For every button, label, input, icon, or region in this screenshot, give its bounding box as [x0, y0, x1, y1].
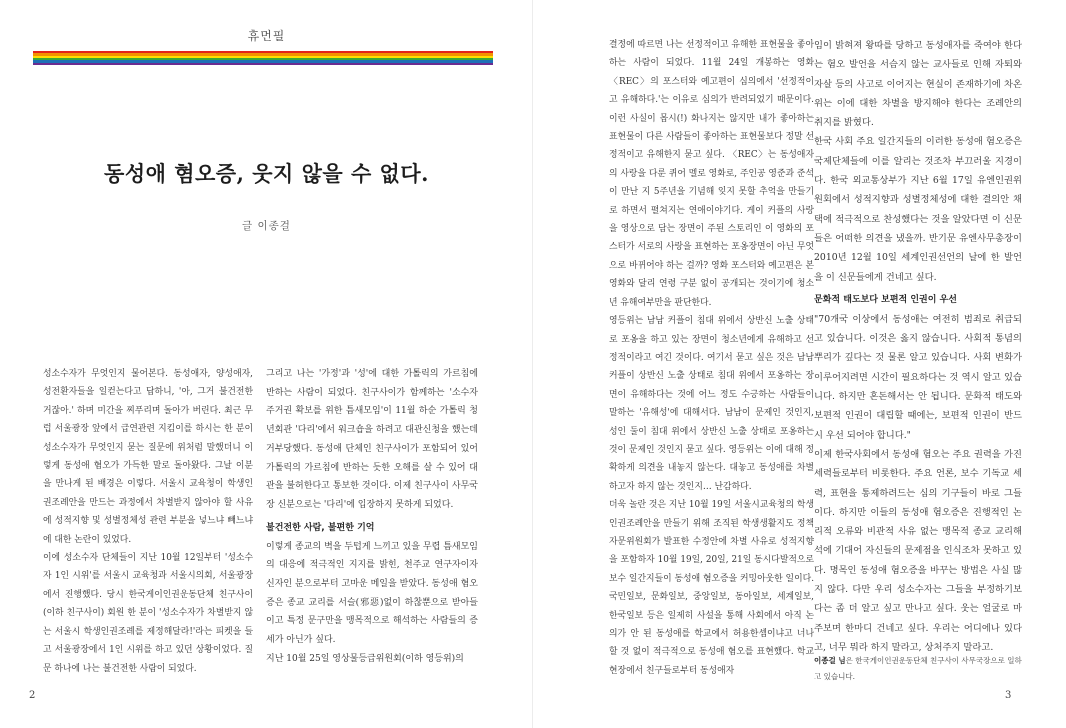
page-number-left: 2 — [29, 690, 36, 701]
body-column-4 — [814, 36, 1022, 657]
byline: 글 이종걸 — [242, 220, 291, 232]
paragraph: 영등위는 남남 커플이 침대 위에서 상반신 노출 상태로 포옹을 하고 있는 장면이 청소년에게 유해하고 선정적이라고 여긴 것이다. 여기서 묻고 싶은 것은 남남 커플이 상반신 노출 상태로 침대 위에서 포옹하는 장면이 유해하다는 것에 어느 정도 수긍하는 사람들이 말하는 '유해성'에 대해서다. 남남이 문제인 것인지, 성인 둘이 침대 위에서 상반신 노출 상태로 포옹하는 것이 문제인 것인지 묻고 싶다. 영등위는 이에 대해 정확하게 의견을 내놓지 않는다. 대놓고 동성애를 차별하고자 하지 않는 것인지… 난감하다. — [609, 316, 814, 492]
rainbow-flag-banner — [33, 51, 493, 65]
paragraph: 이에 성소수자 단체들이 지난 10월 12일부터 '성소수자 1인 시위'를 서울시 교육청과 서울시의회, 서울광장에서 진행했다. 당시 한국게이인권운동단체 친구사이(이하 친구사이) 회원 한 분이 '성소수자가 차별받지 않는 서울시 학생인권조례를 제정해달라!'라는 피켓을 들고 서울광장에서 1인 시위를 하고 있던 상황이었다. 질문 하나에 나는 불건전한 사람이 되었다. — [43, 553, 253, 674]
author-note — [814, 653, 1024, 685]
page-number-right: 3 — [1005, 690, 1012, 701]
paragraph: "70개국 이상에서 동성애는 여전히 범죄로 취급되고 있습니다. 이것은 옳지 않습니다. 사회적 통념의 뿌리가 깊다는 것 물론 알고 있습니다. 사회 변화가 이루어지려면 시간이 필요하다는 것 역시 알고 있습니다. 하지만 혼돈해서는 안 됩니다. 문화적 태도와 보편적 인권이 대립할 때에는, 보편적 인권이 반드시 우선 되어야 합니다." — [814, 313, 1022, 441]
paragraph: 성소수자가 무엇인지 물어본다. 동성애자, 양성애자, 성전환자들을 일컫는다고 답하니, '아, 그거 불건전한 거잖아.' 하며 미간을 찌푸리며 돌아가 버린다. 최근 무럽 서울광장 앞에서 급연관련 지킴이를 하시는 한 분이 성소수자가 무엇인지 묻는 질문에 위처럼 말했더니 이렇게 동성애 혐오가 가득한 말로 돌아왔다. 그날 이분을 만나게 된 배경은 이렇다. 서울시 교육청이 학생인권조례안을 만드는 과정에서 차별받지 않아야 할 사유에 성적지향 및 성별정체성 관련 부분을 넣느냐 빼느냐에 대한 논란이 있었다. — [43, 369, 253, 545]
paragraph: 한국 사회 주요 일간지들의 이러한 동성애 혐오증은 국제단체들에 이를 알리는 것조차 부끄러울 지경이다. 한국 외교통상부가 지난 6월 17일 유엔인권위원회에서 성적지향과 성별정체성에 대한 결의안 채택에 적극적으로 찬성했다는 것을 알았다면 이 신문들은 어떠한 의견을 냈을까. 반기문 유엔사무총장이 2010년 12월 10일 세계인권선언의 날에 한 발언을 이 신문들에게 건네고 싶다. — [814, 136, 1022, 283]
article-title: 동성애 혐오증, 웃지 않을 수 없다. — [104, 161, 429, 186]
paragraph: 이제 한국사회에서 동성애 혐오는 주요 권력을 가진 세력들로부터 비롯한다. 주요 언론, 보수 기독교 세력, 표현을 통제하려드는 심의 기구들이 바로 그들이다. 하지만 이들의 동성애 혐오증은 진행적인 논리적 오류와 비관적 사유 없는 맹목적 종교 교리해석에 기대어 자신들의 문제점을 인식조차 못하고 있다. 명목인 동성애 혐오증을 바꾸는 방법은 사실 많지 않다. 다만 우리 성소수자는 그들을 부정하기보다는 좀 더 알고 싶고 만나고 싶다. 웃는 얼굴로 마주보며 한마디 건네고 싶다. 우리는 어디에나 있다고, 너무 뭐라 하지 말라고, 상처주지 말라고. — [814, 448, 1022, 653]
author-name: 이종걸 님 — [814, 656, 846, 665]
paragraph: 더욱 놀란 것은 지난 10월 19일 서울시교육청의 학생인권조례안을 만들기 위해 조직된 학생생활지도 정책자문위원회가 발표한 수정안에 차별 사유로 성적지향을 포함하자 10월 19일, 20일, 21일 동시다발적으로 보수 일간지들이 동성애 혐오증을 커밍아웃한 일이다. 국민일보, 문화일보, 중앙일보, 동아일보, 세계일보, 한국일보 등은 일제히 사설을 통해 사회에서 아직 논의가 안 된 동성애를 학교에서 허용한셈이냐고 너나 할 것 없이 적극적으로 동성애 혐오를 표현했다. 학교 현장에서 친구들로부터 동성애자 — [609, 500, 814, 676]
paragraph: 그리고 나는 '가정'과 '성'에 대한 가톨릭의 가르침에 반하는 사람이 되었다. 친구사이가 함께하는 '소수자 주거권 확보를 위한 틈새모임'이 11월 하순 가톨릭 청년회관 '다리'에서 워크숍을 하려고 대관신청을 했는데 거부당했다. 동성애 단체인 친구사이가 포함되어 있어 가톨릭의 가르침에 반하는 듯한 오해를 살 수 있어 대관을 불허한다고 통보한 것이다. 이제 친구사이 사무국장 신분으로는 '다리'에 입장하지 못하게 되었다. — [266, 369, 478, 510]
paragraph: 이렇게 종교의 벽을 두텁게 느끼고 있을 무렵 틈새모임의 대응에 적극적인 지지를 밝힌, 천주교 연구자이자 신자인 분으로부터 고마운 메일을 받았다. 동성애 혐오증은 종교 교리를 서슬(邪惡)없이 하찮뿐으로 받아들이고 특정 문구만을 맹목적으로 해석하는 사람들의 증세가 아닌가 싶다. — [266, 541, 478, 646]
body-column-2 — [266, 365, 478, 669]
author-description: 은 한국게이인권운동단체 친구사이 사무국장으로 일하고 있습니다. — [814, 656, 1022, 681]
paragraph: 결정에 따르면 나는 선정적이고 유해한 표현물을 좋아하는 사람이 되었다. 11월 24일 개봉하는 영화 〈REC〉의 포스터와 예고편이 심의에서 '선정적이고 유해하다.'는 이유로 심의가 반려되었기 때문이다. 이런 사실이 몹시(!) 화나지는 않지만 내가 좋아하는 표현물이 다른 사람들이 좋아하는 표현물보다 정말 선정적이고 유해한지 묻고 싶다. 〈REC〉는 동성애자의 사랑을 다룬 퀴어 멜로 영화로, 주인공 영준과 준석이 만난 지 5주년을 기념해 잊지 못할 추억을 만들기로 하면서 펼쳐지는 연애이야기다. 게이 커플의 사랑을 영상으로 담는 장면이 주된 스토리인 이 영화의 포스터가 서로의 사랑을 표현하는 포옹장면이 아닌 무엇으로 바뀌어야 하는 걸까? 영화 포스터와 예고편은 본 영화와 달리 연령 구분 없이 공개되는 것이기에 청소년 유해여부만을 판단한다. — [609, 40, 814, 308]
body-column-3 — [609, 36, 814, 680]
section-label: 휴먼필 — [247, 29, 286, 43]
subheading: 문화적 태도보다 보편적 인권이 우선 — [814, 294, 957, 305]
right-page — [533, 0, 1066, 728]
body-column-1 — [43, 365, 253, 678]
paragraph: 임이 밝혀져 왕따를 당하고 동성애자를 죽여야 한다는 혐오 발언을 서슴지 않는 교사들로 인해 자퇴와 자살 등의 사고로 이어지는 현실이 존재하기에 차온위는 이에 대한 차별을 방지해야 한다는 조례안의 취지를 밝혔다. — [814, 40, 1022, 129]
subheading: 불건전한 사람, 불편한 기억 — [266, 522, 375, 533]
paragraph: 지난 10월 25일 영상물등급위원회(이하 영등위)의 — [266, 653, 464, 664]
rainbow-stripe-purple — [33, 63, 493, 65]
